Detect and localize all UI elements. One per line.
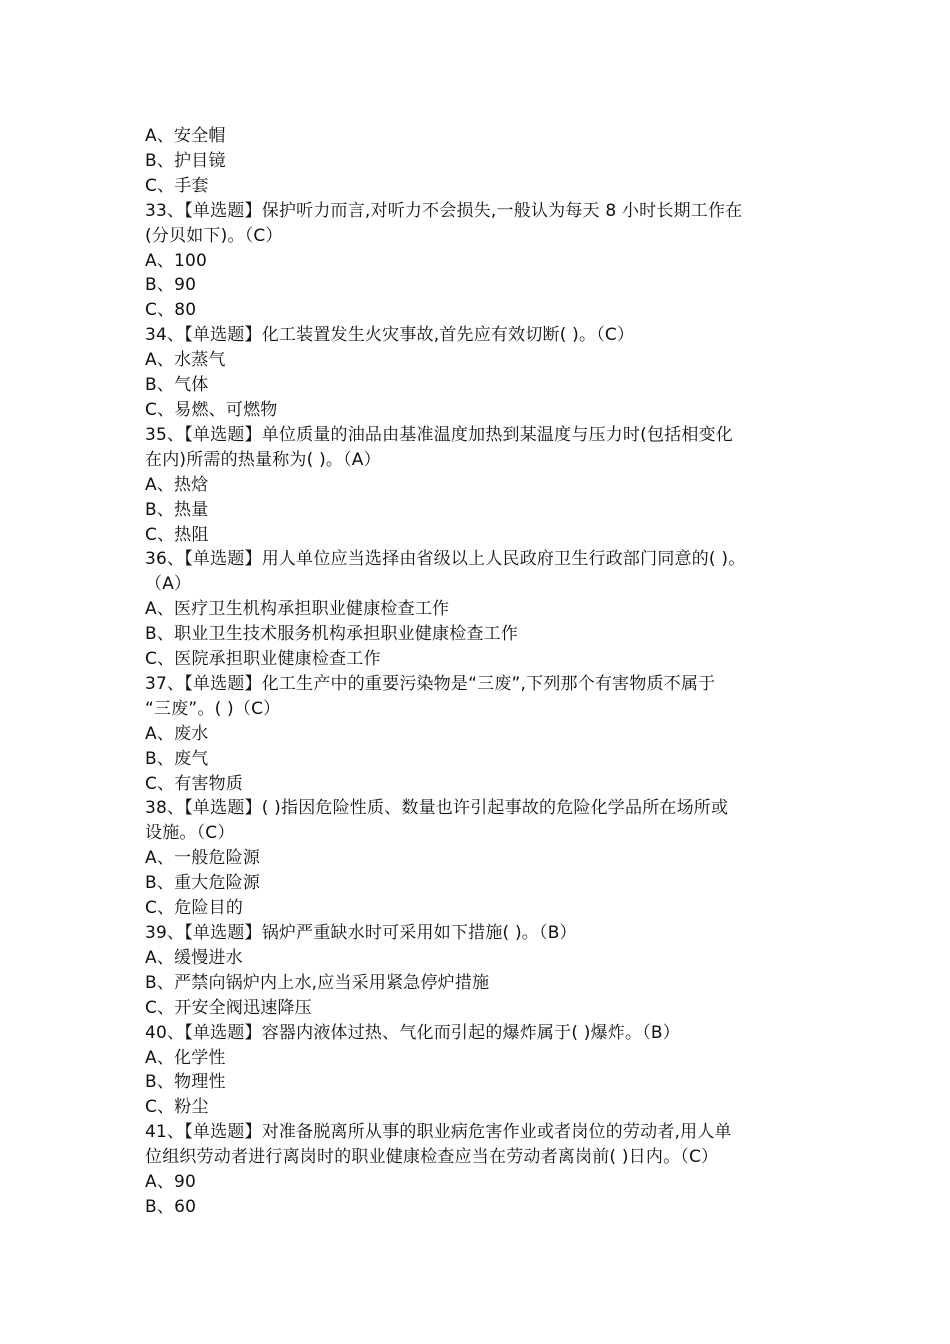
q36-option-c: C、医院承担职业健康检查工作 — [145, 649, 381, 670]
q41-question: 41、【单选题】对准备脱离所从事的职业病危害作业或者岗位的劳动者,用人单 — [145, 1122, 732, 1143]
q37-question: 37、【单选题】化工生产中的重要污染物是“三废”,下列那个有害物质不属于 — [145, 673, 716, 694]
q38-question: 38、【单选题】( )指因危险性质、数量也许引起事故的危险化学品所在场所或 — [145, 798, 729, 819]
q35-option-a: A、热焓 — [145, 474, 209, 495]
q33-question-cont: (分贝如下)。（C） — [145, 225, 283, 246]
q36-question-cont: （A） — [145, 574, 192, 595]
q35-option-b: B、热量 — [145, 499, 209, 520]
q39-option-a: A、缓慢进水 — [145, 947, 243, 968]
q39-question: 39、【单选题】锅炉严重缺水时可采用如下措施( )。（B） — [145, 923, 577, 943]
q32-option-b: B、护目镜 — [145, 150, 226, 171]
q32-option-a: A、安全帽 — [145, 126, 226, 146]
q38-option-b: B、重大危险源 — [145, 873, 261, 894]
q39-option-c: C、开安全阀迅速降压 — [145, 997, 312, 1018]
q33-option-b: B、90 — [145, 275, 197, 296]
q41-question-cont: 位组织劳动者进行离岗时的职业健康检查应当在劳动者离岗前( )日内。（C） — [145, 1147, 719, 1168]
q37-option-c: C、有害物质 — [145, 773, 244, 794]
q37-option-a: A、废水 — [145, 723, 209, 744]
q39-option-b: B、严禁向锅炉内上水,应当采用紧急停炉措施 — [145, 972, 490, 993]
q34-option-c: C、易燃、可燃物 — [145, 399, 278, 420]
q40-option-c: C、粉尘 — [145, 1097, 209, 1118]
q40-question: 40、【单选题】容器内液体过热、气化而引起的爆炸属于( )爆炸。（B） — [145, 1022, 680, 1043]
question-list — [145, 124, 815, 1220]
q38-option-a: A、一般危险源 — [145, 848, 261, 869]
q37-option-b: B、废气 — [145, 748, 209, 769]
q33-question: 33、【单选题】保护听力而言,对听力不会损失,一般认为每天 8 小时长期工作在 — [145, 200, 743, 221]
q41-option-b: B、60 — [145, 1196, 197, 1217]
q35-option-c: C、热阻 — [145, 524, 209, 545]
q40-option-a: A、化学性 — [145, 1047, 226, 1068]
q34-option-b: B、气体 — [145, 375, 209, 396]
q38-question-cont: 设施。（C） — [145, 823, 235, 844]
q33-option-c: C、80 — [145, 300, 197, 321]
q36-option-a: A、医疗卫生机构承担职业健康检查工作 — [145, 599, 450, 620]
q38-option-c: C、危险目的 — [145, 898, 244, 919]
q40-option-b: B、物理性 — [145, 1072, 226, 1093]
q34-option-a: A、水蒸气 — [145, 350, 226, 371]
q34-question: 34、【单选题】化工装置发生火灾事故,首先应有效切断( )。（C） — [145, 325, 635, 346]
q37-question-cont: “三废”。( )（C） — [145, 698, 281, 719]
q35-question: 35、【单选题】单位质量的油品由基准温度加热到某温度与压力时(包括相变化 — [145, 424, 733, 445]
q32-option-c: C、手套 — [145, 175, 209, 196]
q33-option-a: A、100 — [145, 250, 208, 271]
q41-option-a: A、90 — [145, 1172, 197, 1193]
q36-option-b: B、职业卫生技术服务机构承担职业健康检查工作 — [145, 624, 519, 645]
q35-question-cont: 在内)所需的热量称为( )。（A） — [145, 449, 381, 470]
q36-question: 36、【单选题】用人单位应当选择由省级以上人民政府卫生行政部门同意的( )。 — [145, 549, 746, 570]
